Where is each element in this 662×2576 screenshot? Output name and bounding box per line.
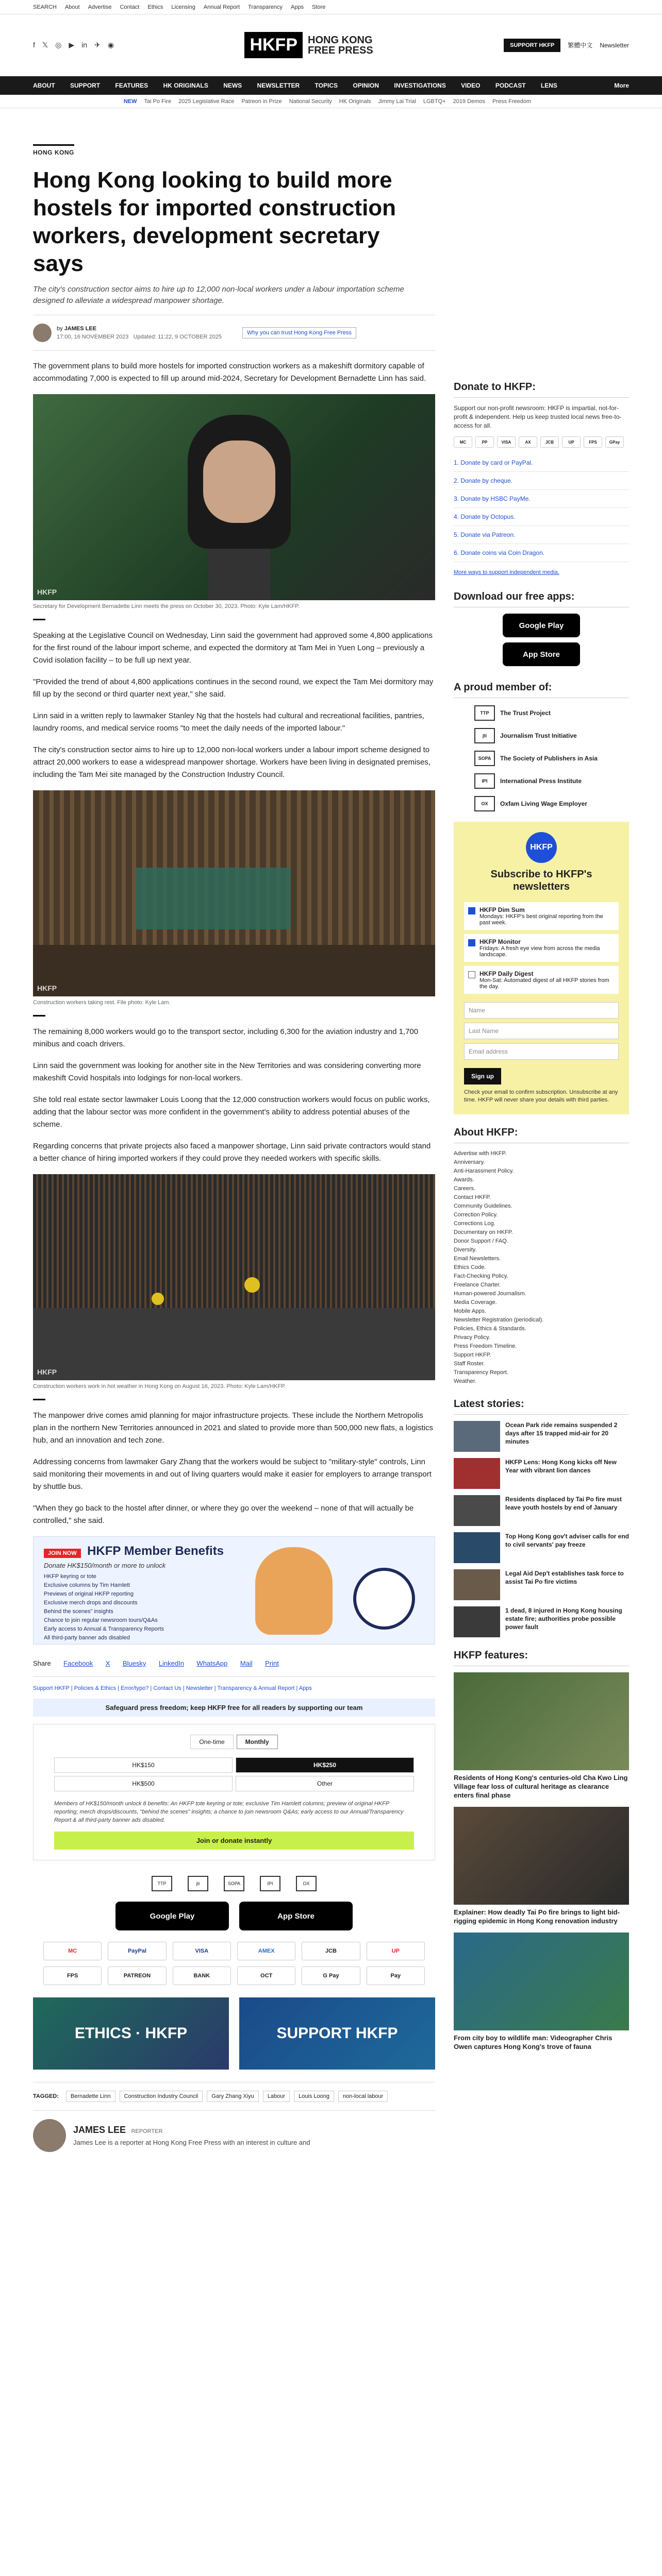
author-box [33, 2119, 435, 2152]
member-logos-row [33, 1876, 435, 1891]
utility-link[interactable]: Contact [120, 4, 140, 10]
apple-pay-icon: Pay [367, 1967, 425, 1985]
facebook-icon[interactable]: f [33, 41, 35, 49]
apps-heading: Download our free apps: [454, 591, 629, 607]
latest-story[interactable]: Ocean Park ride remains suspended 2 days after 15 trapped mid-air for 20 minutes [454, 1421, 629, 1452]
story-thumbnail [454, 1532, 500, 1563]
tag-link[interactable]: Louis Loong [294, 2091, 334, 2102]
amex-icon: AX [519, 436, 537, 448]
story-thumbnail [454, 1458, 500, 1489]
paragraph: Linn said in a written reply to lawmaker Stanley Ng that the hostels had cultural and recreational facilities, pantries, laundry rooms, and medical service rooms "to meet the daily needs of the imported labour." [33, 711, 424, 733]
trending-link[interactable]: Jimmy Lai Trial [378, 98, 416, 105]
tab-one-time[interactable]: One-time [190, 1735, 233, 1749]
tag-link[interactable]: Bernadette Linn [66, 2091, 115, 2102]
fps-icon: FPS [43, 1967, 102, 1985]
about-link[interactable]: Awards. [454, 1177, 474, 1183]
donation-widget [33, 1724, 435, 1860]
paragraph: Linn said the government was looking for another site in the New Territories and was considering converting more makeshift Covid hospitals into lodgings for non-local workers. [33, 1061, 421, 1082]
perk-item: Chance to join regular newsroom tours/Q&As [44, 1617, 158, 1623]
app-store-button[interactable]: App Store [239, 1902, 353, 1930]
about-link[interactable]: Freelance Charter. [454, 1282, 501, 1288]
trending-link[interactable]: National Security [289, 98, 332, 105]
feature-story[interactable]: Explainer: How deadly Tai Po fire brings to light bid-rigging epidemic in Hong Kong renovation industry [454, 1807, 629, 1925]
about-link[interactable]: Corrections Log. [454, 1221, 495, 1227]
updated-date: Updated: 11:22, 9 OCTOBER 2025 [133, 334, 222, 340]
author-box-bio: James Lee is a reporter at Hong Kong Free Press with an interest in culture and [73, 2139, 310, 2146]
latest-story[interactable]: Legal Aid Dep't establishes task force to assist Tai Po fire victims [454, 1569, 629, 1600]
about-link[interactable]: Human-powered Journalism. [454, 1291, 526, 1297]
trending-link[interactable]: Tai Po Fire [144, 98, 172, 105]
latest-story[interactable]: HKFP Lens: Hong Kong kicks off New Year with vibrant lion dances [454, 1458, 629, 1489]
about-link[interactable]: Email Newsletters. [454, 1256, 501, 1262]
app-store-button[interactable]: App Store [503, 642, 580, 666]
author-box-avatar[interactable] [33, 2119, 66, 2152]
story-thumbnail [454, 1421, 500, 1452]
share-mail[interactable]: Mail [240, 1659, 253, 1667]
about-link[interactable]: Transparency Report. [454, 1369, 508, 1376]
about-link[interactable]: Advertise with HKFP. [454, 1150, 507, 1157]
author-avatar[interactable] [33, 324, 52, 342]
footer-links[interactable]: Support HKFP | Policies & Ethics | Error/typo? | Contact Us | Newsletter | Transparency & Annual Report | Apps [33, 1685, 312, 1691]
about-link[interactable]: Policies, Ethics & Standards. [454, 1326, 526, 1332]
join-now-badge[interactable]: JOIN NOW [44, 1549, 81, 1558]
checkbox[interactable] [468, 907, 475, 914]
last-name-field[interactable]: Last Name [464, 1023, 619, 1039]
perk-item: All third-party banner ads disabled [44, 1635, 130, 1641]
utility-link[interactable]: Apps [291, 4, 304, 10]
about-link[interactable]: Anniversary. [454, 1159, 485, 1165]
promo-title: HKFP Member Benefits [87, 1544, 224, 1558]
paragraph: The remaining 8,000 workers would go to the transport sector, including 6,300 for the aviation industry and 1,700 minibus and coach drivers. [33, 1027, 419, 1048]
trending-link[interactable]: Patreon in Prize [241, 98, 282, 105]
tag-link[interactable]: non-local labour [338, 2091, 388, 2102]
trending-link[interactable]: HK Originals [339, 98, 371, 105]
author-box-role: REPORTER [131, 2128, 163, 2134]
utility-bar [0, 0, 662, 14]
utility-link[interactable]: Ethics [147, 4, 163, 10]
google-play-button[interactable]: Google Play [115, 1902, 229, 1930]
support-button[interactable]: SUPPORT HKFP [504, 39, 560, 52]
newsletter-option[interactable]: HKFP Monitor Fridays: A fresh eye view from across the media landscape. [464, 934, 619, 962]
newsletter-link[interactable]: Newsletter [600, 41, 629, 49]
donate-option[interactable]: 1. Donate by card or PayPal. [454, 454, 629, 472]
logo-line2: FREE PRESS [308, 44, 373, 56]
hkfp-badge-icon: HKFP [526, 832, 557, 863]
share-label: Share [33, 1659, 51, 1667]
safeguard-banner[interactable]: Safeguard press freedom; keep HKFP free for all readers by supporting our team [33, 1699, 435, 1717]
nav-item[interactable]: FEATURES [115, 82, 148, 89]
share-bluesky[interactable]: Bluesky [122, 1659, 146, 1667]
share-print[interactable]: Print [265, 1659, 279, 1667]
hkfp-watermark: HKFP [37, 1368, 57, 1376]
story-thumbnail [454, 1569, 500, 1600]
checkbox[interactable] [468, 939, 475, 946]
feature-image [454, 1807, 629, 1905]
nav-item[interactable]: ABOUT [33, 82, 55, 89]
author-name[interactable]: JAMES LEE [64, 326, 97, 332]
share-x[interactable]: X [105, 1659, 110, 1667]
about-link[interactable]: Careers. [454, 1185, 476, 1192]
jcb-icon: JCB [302, 1942, 360, 1960]
feature-image [454, 1672, 629, 1770]
payment-logos [33, 1942, 435, 1985]
oxfam-logo[interactable]: OX [296, 1876, 317, 1891]
sopa-logo[interactable]: SOPA [224, 1876, 244, 1891]
tags-label: TAGGED: [33, 2093, 59, 2099]
trust-project-logo: TTP [474, 705, 495, 721]
join-donate-button[interactable]: Join or donate instantly [54, 1832, 414, 1850]
instagram-icon[interactable]: ◎ [55, 41, 62, 49]
checkbox[interactable] [468, 971, 475, 978]
donate-heading: Donate to HKFP: [454, 381, 629, 398]
tag-link[interactable]: Construction Industry Council [120, 2091, 203, 2102]
share-facebook[interactable]: Facebook [63, 1659, 93, 1667]
utility-link[interactable]: Licensing [171, 4, 195, 10]
paragraph: "Provided the trend of about 4,800 applications continues in the second round, we expect the Tam Mei dormitory may fill up by the second or third quarter next year," she said. [33, 677, 434, 699]
ipi-logo[interactable]: IPI [260, 1876, 280, 1891]
paragraph: The government plans to build more hostels for imported construction workers as a makeshift dormitory capable of accommodating 7,000 is expected to fill up around mid-2024, Secretary for Development Bernadette Linn has said. [33, 362, 426, 383]
about-link[interactable]: Privacy Policy. [454, 1334, 490, 1341]
sopa-logo: SOPA [474, 751, 495, 766]
article-photo[interactable] [33, 1174, 435, 1380]
telegram-icon[interactable]: ✈ [94, 41, 101, 49]
photo-caption: Secretary for Development Bernadette Linn meets the press on October 30, 2023. Photo: Kyle Lam/HKFP. [33, 603, 300, 609]
google-play-button[interactable]: Google Play [503, 614, 580, 637]
features-heading: HKFP features: [454, 1650, 629, 1666]
feature-image [454, 1933, 629, 2030]
latest-story[interactable]: 1 dead, 8 injured in Hong Kong housing estate fire; authorities probe possible power fault [454, 1606, 629, 1637]
rss-icon[interactable]: ◉ [107, 41, 114, 49]
nav-item[interactable]: LENS [540, 82, 557, 89]
ipi-logo: IPI [474, 773, 495, 789]
youtube-icon[interactable]: ▶ [69, 41, 75, 49]
site-header [0, 14, 662, 76]
perk-item: HKFP keyring or tote [44, 1573, 96, 1580]
linkedin-icon[interactable]: in [81, 41, 88, 49]
share-whatsapp[interactable]: WhatsApp [196, 1659, 228, 1667]
about-link[interactable]: Press Freedom Timeline. [454, 1343, 517, 1349]
google-pay-icon: GPay [605, 436, 624, 448]
octopus-icon: OCT [237, 1967, 295, 1985]
member-item[interactable]: jti Journalism Trust Initiative [474, 728, 629, 743]
donate-option[interactable]: 6. Donate coins via Coin Dragon. [454, 544, 629, 562]
tag-link[interactable]: Labour [263, 2091, 290, 2102]
bank-icon: BANK [173, 1967, 231, 1985]
about-link[interactable]: Documentary on HKFP. [454, 1229, 513, 1235]
nav-item[interactable]: OPINION [353, 82, 379, 89]
newsletter-title: Subscribe to HKFP's newsletters [490, 869, 592, 892]
photo-caption: Construction workers work in hot weather in Hong Kong on August 16, 2023. Photo: Kyle Lam/HKFP. [33, 1383, 286, 1389]
article-photo[interactable] [33, 394, 435, 600]
perk-item: Early access to Annual & Transparency Reports [44, 1626, 164, 1632]
paypal-icon: PP [475, 436, 494, 448]
feature-story[interactable]: From city boy to wildlife man: Videographer Chris Owen captures Hong Kong's trove of fauna [454, 1933, 629, 2051]
latest-story[interactable]: Top Hong Kong gov't adviser calls for end to civil servants' pay freeze [454, 1532, 629, 1563]
nav-item[interactable]: NEWS [223, 82, 242, 89]
jti-logo: jti [474, 728, 495, 743]
about-link[interactable]: Support HKFP. [454, 1352, 491, 1358]
mastercard-icon: MC [454, 436, 472, 448]
utility-link[interactable]: About [64, 4, 80, 10]
feature-story[interactable]: Residents of Hong Kong's centuries-old Cha Kwo Ling Village fear loss of cultural heritage as clearance enters final phase [454, 1672, 629, 1800]
trending-bar [0, 95, 662, 108]
visa-icon: VISA [497, 436, 516, 448]
article-summary: The city's construction sector aims to hire up to 12,000 non-local workers under a labour importation scheme designed to alleviate a widespread manpower shortage. [33, 285, 404, 305]
about-link[interactable]: Correction Policy. [454, 1212, 498, 1218]
fps-icon: FPS [584, 436, 602, 448]
promo-tiles [33, 1997, 435, 2070]
logo-box: HKFP [244, 32, 303, 58]
newsletter-option[interactable]: HKFP Daily Digest Mon-Sat: Automated digest of all HKFP stories from the day. [464, 966, 619, 994]
photo-caption: Construction workers taking rest. File photo: Kyle Lam. [33, 999, 171, 1006]
visa-icon: VISA [173, 1942, 231, 1960]
about-link[interactable]: Media Coverage. [454, 1299, 497, 1306]
email-field[interactable]: Email address [464, 1043, 619, 1060]
story-thumbnail [454, 1495, 500, 1526]
nav-item[interactable]: HK ORIGINALS [163, 82, 208, 89]
tag-link[interactable]: Gary Zhang Xiyu [207, 2091, 259, 2102]
mastercard-icon: MC [43, 1942, 102, 1960]
tags-row [33, 2091, 435, 2102]
hkfp-watermark: HKFP [37, 984, 57, 992]
about-link[interactable]: Community Guidelines. [454, 1203, 512, 1209]
perk-item: Exclusive columns by Tim Hamlett [44, 1582, 130, 1588]
more-ways-link[interactable]: More ways to support independent media. [454, 569, 559, 575]
amex-icon: AMEX [237, 1942, 295, 1960]
trending-link[interactable]: 2019 Demos [453, 98, 485, 105]
amount-option[interactable]: Other [236, 1776, 414, 1791]
about-link[interactable]: Staff Roster. [454, 1361, 485, 1367]
sidebar [454, 381, 629, 2051]
logo-line1: HONG KONG [308, 34, 373, 46]
about-link[interactable]: Weather. [454, 1378, 476, 1384]
byline: by JAMES LEE 17:00, 16 NOVEMBER 2023 Updated: 11:22, 9 OCTOBER 2025 Why you can trust Hong Kong Free Press [33, 324, 435, 342]
article-title: Hong Kong looking to build more hostels for imported construction workers, development secretary says [33, 167, 396, 276]
x-icon[interactable]: 𝕏 [42, 41, 48, 49]
trust-link[interactable]: Why you can trust Hong Kong Free Press [242, 327, 356, 338]
perk-item: Previews of original HKFP reporting [44, 1591, 134, 1597]
amount-option[interactable]: HK$500 [54, 1776, 233, 1791]
nav-item[interactable]: VIDEO [461, 82, 481, 89]
payment-methods [454, 436, 629, 448]
nav-item[interactable]: NEWSLETTER [257, 82, 300, 89]
nav-item[interactable]: INVESTIGATIONS [394, 82, 446, 89]
nav-item[interactable]: PODCAST [495, 82, 526, 89]
tab-monthly[interactable]: Monthly [237, 1735, 278, 1749]
donation-note: Members of HK$150/month unlock 8 benefits: An HKFP tote keyring or tote; exclusive Tim Hamlett columns; preview of original HKFP reporting; merch drops/discounts, "behind the scenes" insights; a chance to join newsroom Q&As; early access to our Annual/Transparency Report & all third-party banner ads disabled. [54, 1801, 404, 1823]
support-promo-tile[interactable]: SUPPORT HKFP [239, 1997, 435, 2070]
latest-story[interactable]: Residents displaced by Tai Po fire must leave youth hostels by end of January [454, 1495, 629, 1526]
paragraph: "When they go back to the hostel after dinner, or where they go over the weekend – none of that will actually be controlled," she said. [33, 1504, 414, 1525]
utility-link[interactable]: Store [312, 4, 326, 10]
nav-item[interactable]: SUPPORT [70, 82, 101, 89]
social-icons [33, 41, 114, 49]
newsletter-signup [454, 822, 629, 1114]
trust-project-logo[interactable]: TTP [152, 1876, 172, 1891]
hkfp-watermark: HKFP [37, 588, 57, 596]
trending-link[interactable]: 2025 Legislative Race [178, 98, 235, 105]
story-thumbnail [454, 1606, 500, 1637]
donate-option[interactable]: 4. Donate by Octopus. [454, 508, 629, 526]
paragraph: The manpower drive comes amid planning for major infrastructure projects. These include the Northern Metropolis plan in the northern New Territories announced in 2021 and slated to provide more than 500,000 new flats, a logistics hub, and an innovation and tech zone. [33, 1411, 434, 1445]
latest-heading: Latest stories: [454, 1398, 629, 1415]
trending-link[interactable]: LGBTQ+ [423, 98, 446, 105]
about-link[interactable]: Fact-Checking Policy. [454, 1273, 508, 1279]
google-pay-icon: G Pay [302, 1967, 360, 1985]
jti-logo[interactable]: jti [188, 1876, 208, 1891]
donate-option[interactable]: 2. Donate by cheque. [454, 472, 629, 490]
author-box-name[interactable]: JAMES LEE [73, 2125, 126, 2135]
main-nav [0, 76, 662, 95]
oxfam-logo: OX [474, 796, 495, 811]
about-link[interactable]: Anti-Harassment Policy. [454, 1168, 514, 1174]
promo-subtitle: Donate HK$150/month or more to unlock [44, 1562, 166, 1569]
donate-text: Support our non-profit newsroom: HKFP is impartial, not-for-profit & independent. Help us keep trusted local news free-to-access for all. [454, 404, 622, 429]
amount-option[interactable]: HK$150 [54, 1757, 233, 1773]
article-photo[interactable] [33, 790, 435, 996]
member-benefits-banner[interactable] [33, 1536, 435, 1645]
article [33, 144, 435, 2152]
language-link[interactable]: 繁體中文 [568, 42, 593, 49]
ethics-promo-tile[interactable]: ETHICS · HKFP [33, 1997, 229, 2070]
perk-item: Behind the scenes" insights [44, 1608, 113, 1615]
paragraph: Addressing concerns from lawmaker Gary Zhang that the workers would be subject to "military-style" controls, Linn said monitoring their movements in and out of living quarters would make it easier for employers to arrange transport by shuttle bus. [33, 1458, 432, 1491]
donate-option[interactable]: 3. Donate by HSBC PayMe. [454, 490, 629, 508]
share-linkedin[interactable]: LinkedIn [158, 1659, 184, 1667]
newsletter-option[interactable]: HKFP Dim Sum Mondays: HKFP's best original reporting from the past week. [464, 902, 619, 930]
donate-option[interactable]: 5. Donate via Patreon. [454, 526, 629, 544]
about-link[interactable]: Contact HKFP. [454, 1194, 491, 1200]
search-link[interactable]: SEARCH [33, 4, 57, 10]
publish-date: 17:00, 16 NOVEMBER 2023 [57, 334, 129, 340]
newsletter-note: Check your email to confirm subscription. Unsubscribe at any time. HKFP will never share your details with third parties. [464, 1089, 618, 1103]
paragraph: Regarding concerns that private projects also faced a manpower shortage, Linn said private contractors would stand a better chance of hiring imported workers if they could prove they needed workers with specific skills. [33, 1142, 431, 1163]
new-badge: NEW [123, 98, 137, 105]
patreon-icon: PATREON [108, 1967, 166, 1985]
about-link[interactable]: Mobile Apps. [454, 1308, 486, 1314]
member-item[interactable]: IPI International Press Institute [474, 773, 629, 789]
proud-heading: A proud member of: [454, 682, 629, 698]
about-link[interactable]: Newsletter Registration (periodical). [454, 1317, 544, 1323]
paragraph: The city's construction sector aims to hire up to 12,000 non-local workers under a labour import scheme designed to attract 20,000 workers to ease a widespread manpower shortage. Workers have been living in designated premises, including the Tam Mei site managed by the Construction Industry Council. [33, 745, 431, 779]
about-list [454, 1149, 629, 1386]
utility-link[interactable]: Transparency [248, 4, 283, 10]
anniversary-badge [353, 1568, 415, 1630]
site-logo[interactable] [244, 32, 373, 58]
nav-more[interactable]: More [614, 82, 629, 89]
signup-button[interactable]: Sign up [464, 1068, 501, 1084]
unionpay-icon: UP [562, 436, 581, 448]
member-item[interactable]: TTP The Trust Project [474, 705, 629, 721]
share-bar [33, 1659, 435, 1668]
perk-item: Exclusive merch drops and discounts [44, 1600, 138, 1606]
article-kicker[interactable]: HONG KONG [33, 144, 74, 156]
nav-item[interactable]: TOPICS [315, 82, 338, 89]
paypal-icon: PayPal [108, 1942, 166, 1960]
about-link[interactable]: Ethics Code. [454, 1264, 486, 1270]
trending-link[interactable]: Press Freedom [492, 98, 532, 105]
about-link[interactable]: Diversity. [454, 1247, 477, 1253]
paragraph: Speaking at the Legislative Council on Wednesday, Linn said the government had approved some 4,800 applications for the first round of the labour import scheme, and expected the dormitory at Tam Mei in Yuen Long – previously a Covid isolation facility – to be full up next year. [33, 631, 433, 665]
amount-option-selected[interactable]: HK$250 [236, 1757, 414, 1773]
utility-link[interactable]: Advertise [88, 4, 112, 10]
jcb-icon: JCB [540, 436, 559, 448]
utility-link[interactable]: Annual Report [203, 4, 240, 10]
member-item[interactable]: OX Oxfam Living Wage Employer [474, 796, 629, 811]
about-link[interactable]: Donor Support / FAQ. [454, 1238, 508, 1244]
paragraph: She told real estate sector lawmaker Louis Loong that the 12,000 construction workers would focus on public works, adding that the labour sector was more confident in the government's ability to address potential abuses of the scheme. [33, 1095, 430, 1129]
about-heading: About HKFP: [454, 1127, 629, 1143]
first-name-field[interactable]: Name [464, 1002, 619, 1019]
unionpay-icon: UP [367, 1942, 425, 1960]
mascot-illustration [255, 1547, 333, 1635]
member-item[interactable]: SOPA The Society of Publishers in Asia [474, 751, 629, 766]
